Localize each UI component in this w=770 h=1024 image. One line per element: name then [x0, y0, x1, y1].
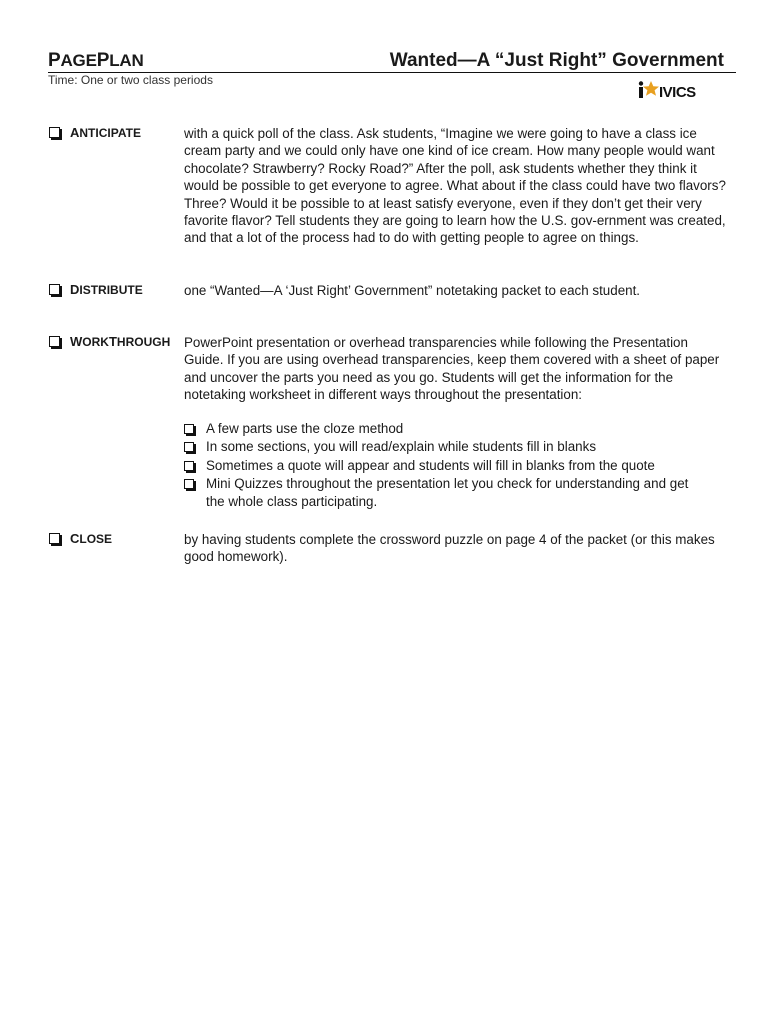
- page-header: [48, 50, 736, 73]
- checkbox-icon[interactable]: [184, 442, 194, 452]
- svg-text:IVICS: IVICS: [659, 84, 696, 100]
- section-text: by having students complete the crossword puzzle on page 4 of the packet (or this makes good homework).: [184, 532, 715, 565]
- icivics-logo: [638, 80, 710, 100]
- section-text: with a quick poll of the class. Ask students, “Imagine we were going to have a class ice cream party and we could only have one kind of ice cream. How many people would want chocolate? Strawberry? Rocky Road?” After the poll, ask students whether they think it would be possible to get everyone to agree. What about if the class could have two flavors? Three? Would it be possible to at least satisfy everyone, even if they don’t get their very favorite flavor? Tell students they are going to learn how the U.S. gov-ernment was created, and that a lot of the process had to do with getting people to agree on things.: [184, 126, 726, 246]
- checkbox-icon[interactable]: [184, 461, 194, 471]
- work-through-bullets: [184, 420, 724, 511]
- page-plan-label: PAGEPLAN: [48, 50, 144, 71]
- checkbox-icon[interactable]: [49, 533, 60, 544]
- list-item: Sometimes a quote will appear and students will fill in blanks from the quote: [184, 457, 724, 475]
- section-label: D ISTRIBUTE: [48, 282, 143, 297]
- section-label: C LOSE: [48, 531, 112, 546]
- checkbox-icon[interactable]: [49, 127, 60, 138]
- checkbox-icon[interactable]: [49, 284, 60, 295]
- checkbox-icon[interactable]: [49, 336, 60, 347]
- checkbox-icon[interactable]: [184, 479, 194, 489]
- section-text: PowerPoint presentation or overhead transparencies while following the Presentation Guide. If you are using overhead transparencies, keep them covered with a sheet of paper and uncover the parts you need as you go. Students will get the information for the notetaking worksheet in different ways throughout the presentation:: [184, 335, 720, 403]
- section-text: one “Wanted—A ‘Just Right’ Government” notetaking packet to each student.: [184, 283, 641, 298]
- list-item: Mini Quizzes throughout the presentation let you check for understanding and get the whole class participating.: [184, 475, 724, 512]
- section-label: W ORK T HROUGH: [48, 334, 170, 349]
- time-line: Time: One or two class periods: [48, 73, 213, 87]
- list-item: In some sections, you will read/explain while students fill in blanks: [184, 438, 724, 456]
- checkbox-icon[interactable]: [184, 424, 194, 434]
- section-label: A NTICIPATE: [48, 125, 141, 140]
- document-title: Wanted—A “Just Right” Government: [389, 50, 724, 71]
- list-item: A few parts use the cloze method: [184, 420, 724, 438]
